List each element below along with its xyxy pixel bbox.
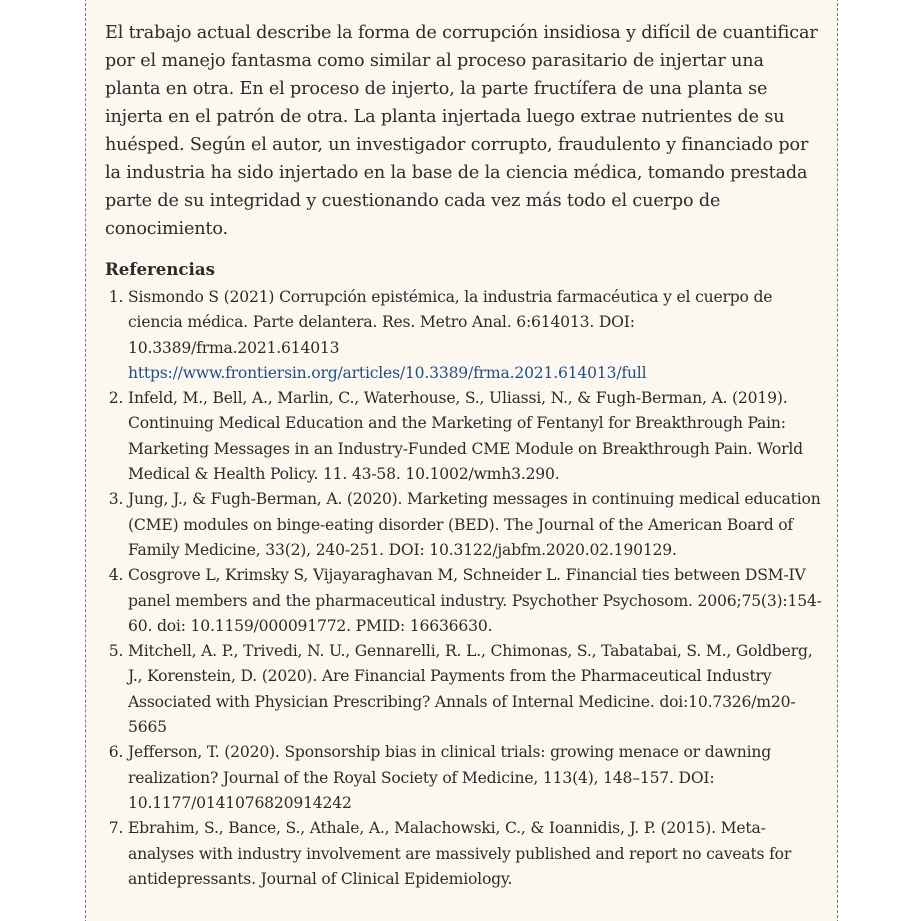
reference-text: 7. Ebrahim, S., Bance, S., Athale, A., Malachowski, C., & Ioannidis, J. P. (2015). Meta-analyses with industry involvement are massively published and report no caveats for antidepressants. Journal of Clinical Epidemiology. xyxy=(128,819,792,888)
reference-text: 5. Mitchell, A. P., Trivedi, N. U., Gennarelli, R. L., Chimonas, S., Tabatabai, S. M., Goldberg, J., Korenstein, D. (2020). Are Financial Payments from the Pharmaceutical Industry Associated with Physician Prescribing? Annals of Internal Medicine. doi:10.7326/m20-5665 xyxy=(128,642,813,737)
reference-text: 6. Jefferson, T. (2020). Sponsorship bias in clinical trials: growing menace or dawning realization? Journal of the Royal Society of Medicine, 113(4), 148–157. DOI: 10.1177/0141076820914242 xyxy=(128,743,771,812)
reference-link[interactable]: https://www.frontiersin.org/articles/10.3389/frma.2021.614013/full xyxy=(128,363,647,382)
reference-item-2 xyxy=(128,386,823,487)
references-list xyxy=(105,285,823,892)
reference-item-6 xyxy=(128,740,823,816)
reference-text: 4. Cosgrove L, Krimsky S, Vijayaraghavan M, Schneider L. Financial ties between DSM-IV panel members and the pharmaceutical industry. Psychother Psychosom. 2006;75(3):154-60. doi: 10.1159/000091772. PMID: 16636630. xyxy=(128,566,822,635)
reference-item-3 xyxy=(128,487,823,563)
reference-item-7 xyxy=(128,816,823,892)
references-heading: Referencias xyxy=(105,259,215,279)
reference-link-wrap xyxy=(128,361,823,386)
reference-item-4 xyxy=(128,563,823,639)
reference-text: 2. Infeld, M., Bell, A., Marlin, C., Waterhouse, S., Uliassi, N., & Fugh-Berman, A. (2019). Continuing Medical Education and the Marketing of Fentanyl for Breakthrough Pain: Marketing Messages in an Industry-Funded CME Module on Breakthrough Pain. World Medical & Health Policy. 11. 43-58. 10.1002/wmh3.290. xyxy=(128,389,803,484)
reference-text: 1. Sismondo S (2021) Corrupción epistémica, la industria farmacéutica y el cuerpo de ciencia médica. Parte delantera. Res. Metro Anal. 6:614013. DOI: 10.3389/frma.2021.614013 xyxy=(128,288,773,357)
intro-paragraph: El trabajo actual describe la forma de corrupción insidiosa y difícil de cuantificar por el manejo fantasma como similar al proceso parasitario de injertar una planta en otra. En el proceso de injerto, la parte fructífera de una planta se injerta en el patrón de otra. La planta injertada luego extrae nutrientes de su huésped. Según el autor, un investigador corrupto, fraudulento y financiado por la industria ha sido injertado en la base de la ciencia médica, tomando prestada parte de su integridad y cuestionando cada vez más todo el cuerpo de conocimiento. xyxy=(105,23,818,239)
reference-text: 3. Jung, J., & Fugh-Berman, A. (2020). Marketing messages in continuing medical education (CME) modules on binge-eating disorder (BED). The Journal of the American Board of Family Medicine, 33(2), 240-251. DOI: 10.3122/jabfm.2020.02.190129. xyxy=(128,490,821,559)
reference-item-1 xyxy=(128,285,823,386)
reference-item-5 xyxy=(128,639,823,740)
article-content xyxy=(105,19,823,892)
